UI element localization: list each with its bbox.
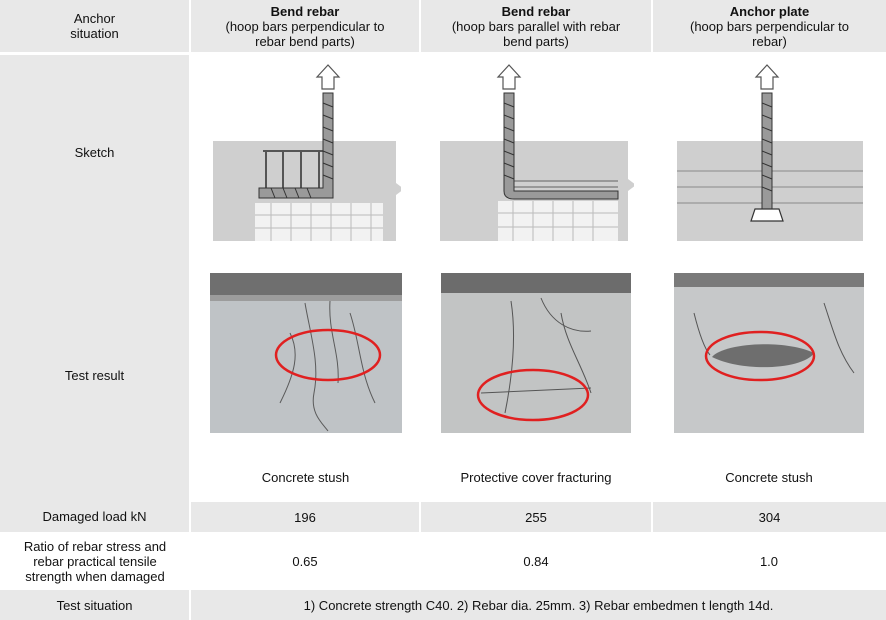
header-col-2 [420, 0, 652, 54]
failure-mode-3: Concrete stush [652, 455, 886, 501]
header-col-1-sub2: rebar bend parts) [191, 34, 419, 49]
ratio-label [0, 534, 190, 589]
photo-cell-3 [652, 250, 886, 455]
header-row-label-line2: situation [0, 26, 189, 41]
sketch-row [0, 54, 886, 251]
ratio-label-line1: Ratio of rebar stress and [0, 539, 190, 554]
header-row-label [0, 0, 190, 54]
test-situation-label: Test situation [0, 589, 190, 620]
photo-cell-2 [420, 250, 652, 455]
ratio-1: 0.65 [190, 534, 420, 589]
ratio-3: 1.0 [652, 534, 886, 589]
ratio-label-line3: strength when damaged [0, 569, 190, 584]
failure-mode-1: Concrete stush [190, 455, 420, 501]
sketch-1-image [211, 63, 401, 243]
header-col-3 [652, 0, 886, 54]
damaged-load-label: Damaged load kN [0, 501, 190, 534]
header-col-2-sub2: bend parts) [421, 34, 651, 49]
test-photo-1 [210, 273, 402, 433]
header-col-2-sub1: (hoop bars parallel with rebar [421, 19, 651, 34]
sketch-bend-rebar-parallel [420, 54, 652, 251]
damaged-load-3: 304 [652, 501, 886, 534]
sketch-bend-rebar-perpendicular [190, 54, 420, 251]
sketch-3-image [671, 63, 867, 243]
damaged-load-1: 196 [190, 501, 420, 534]
header-row-label-line1: Anchor [0, 11, 189, 26]
test-photo-row [0, 250, 886, 455]
sketch-2-image [438, 63, 634, 243]
header-col-3-sub2: rebar) [653, 34, 886, 49]
ratio-2: 0.84 [420, 534, 652, 589]
header-col-3-title: Anchor plate [653, 4, 886, 19]
test-situation-row [0, 589, 886, 620]
damaged-load-row [0, 501, 886, 534]
failure-mode-2: Protective cover fracturing [420, 455, 652, 501]
header-row [0, 0, 886, 54]
test-photo-2 [441, 273, 631, 433]
header-col-1-title: Bend rebar [191, 4, 419, 19]
test-photo-3 [674, 273, 864, 433]
photo-cell-1 [190, 250, 420, 455]
ratio-label-line2: rebar practical tensile [0, 554, 190, 569]
damaged-load-2: 255 [420, 501, 652, 534]
header-col-2-title: Bend rebar [421, 4, 651, 19]
header-col-1 [190, 0, 420, 54]
sketch-label: Sketch [0, 54, 190, 251]
header-col-3-sub1: (hoop bars perpendicular to [653, 19, 886, 34]
test-situation-value: 1) Concrete strength C40. 2) Rebar dia. 25mm. 3) Rebar embedmen t length 14d. [190, 589, 886, 620]
test-result-label: Test result [0, 250, 190, 501]
ratio-row [0, 534, 886, 589]
sketch-anchor-plate [652, 54, 886, 251]
header-col-1-sub1: (hoop bars perpendicular to [191, 19, 419, 34]
